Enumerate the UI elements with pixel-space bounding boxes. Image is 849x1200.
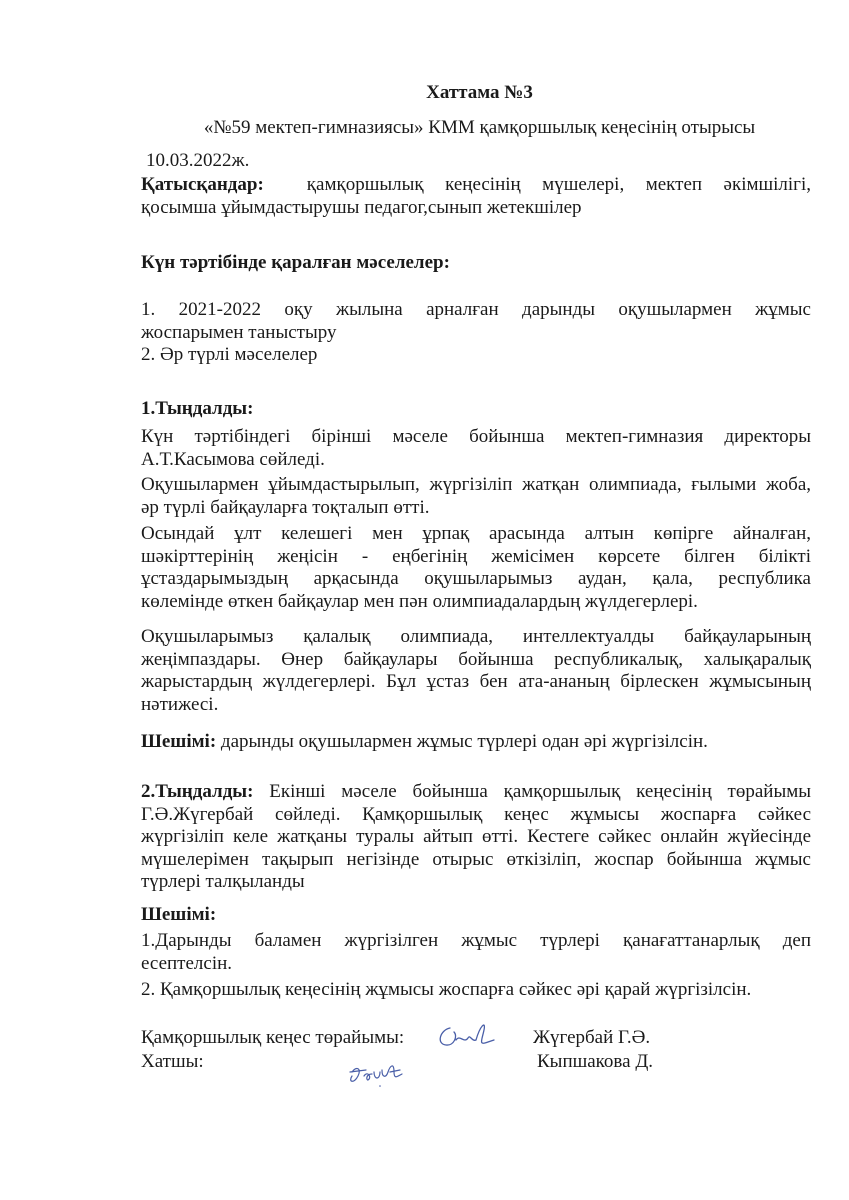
section-1-paragraph-2 [141, 474, 811, 519]
s1-decision-label: Шешімі: [141, 731, 217, 752]
s1-p4-line-1: Оқушыларымыз қалалық олимпиада, интеллектуалды байқауларының [141, 626, 811, 647]
section-1-heading-text: 1.Тыңдалды: [141, 398, 254, 419]
section-1-heading [141, 398, 811, 421]
chair-label: Қамқоршылық кеңес төрайымы: [141, 1027, 405, 1048]
s2-line-1-text: Екінші мәселе бойынша қамқоршылық кеңесінің төрайымы [253, 781, 811, 802]
s2-line-3: жүргізіліп келе жатқаны туралы айтып өтті. Кестеге сәйкес онлайн жүйесінде [141, 826, 811, 847]
agenda-item-1-line-1: 1. 2021-2022 оқу жылына арналған дарынды оқушылармен жұмыс [141, 299, 811, 320]
agenda-list [141, 299, 811, 367]
s2-line-2: Г.Ә.Жүгербай сөйледі. Қамқоршылық кеңес жұмысы жоспарға сәйкес [141, 803, 811, 825]
participants-label: Қатысқандар: [141, 174, 264, 195]
section-1-paragraph-3 [141, 523, 811, 613]
agenda-heading-text: Күн тәртібінде қаралған мәселелер: [141, 252, 450, 273]
s1-p2-line-1: Оқушылармен ұйымдастырылып, жүргізіліп жатқан олимпиада, ғылыми жоба, [141, 474, 811, 495]
section-1-paragraph-1 [141, 426, 811, 471]
secretary-name: Кыпшакова Д. [537, 1051, 654, 1072]
agenda-heading [141, 252, 811, 275]
document-title: Хаттама №3 [426, 82, 533, 103]
section-2-heading: 2.Тыңдалды: [141, 781, 254, 802]
s1-p4-line-4: нәтижесі. [141, 693, 219, 715]
meeting-date: 10.03.2022ж. [146, 150, 250, 171]
s1-p2-line-2: әр түрлі байқауларға тоқталып өтті. [141, 496, 430, 518]
s1-p4-line-2: жеңімпаздары. Өнер байқаулары бойынша республикалық, халықаралық [141, 648, 811, 670]
section-2-paragraph [141, 781, 811, 894]
participants-line-2: қосымша ұйымдастырушы педагог,сынып жетекшілер [141, 196, 582, 218]
s2-line-4: мүшелерімен тақырып негізінде отырыс өткізіліп, жоспар бойынша жұмыс [141, 848, 811, 870]
agenda-item-2: 2. Әр түрлі мәселелер [141, 344, 318, 365]
section-2-decision-label [141, 904, 811, 927]
participants-line-1 [141, 174, 811, 197]
section-2-decisions [141, 930, 811, 1002]
s1-p1-line-1: Күн тәртібіндегі бірінші мәселе бойынша мектеп-гимназия директоры [141, 426, 811, 447]
s1-decision-text: дарынды оқушылармен жұмыс түрлері одан әрі жүргізілсін. [216, 731, 708, 752]
participants-block [141, 174, 811, 219]
secretary-label: Хатшы: [141, 1051, 204, 1072]
s1-p3-line-2: шәкірттерінің жеңісін - еңбегінің жемісімен көрсете білген білікті [141, 545, 811, 567]
section-1-decision [141, 731, 811, 754]
s1-p3-line-1: Осындай ұлт келешегі мен ұрпақ арасында алтын көпірге айналған, [141, 523, 811, 544]
chair-signature [432, 1018, 502, 1054]
s2-decision-1-line-2: есептелсін. [141, 952, 233, 974]
s1-p4-line-3: жарыстардың жүлдегерлері. Бұл ұстаз бен ата-ананың бірлескен жұмысының [141, 671, 811, 692]
participants-text-1: қамқоршылық кеңесінің мүшелері, мектеп әкімшілігі, [306, 174, 811, 195]
s2-line-1 [141, 781, 811, 804]
s2-decision-2: 2. Қамқоршылық кеңесінің жұмысы жоспарға сәйкес әрі қарай жүргізілсін. [141, 979, 752, 1000]
s1-p3-line-3: ұстаздарымыздың арқасында оқушыларымыз аудан, қала, республика [141, 568, 811, 589]
section-1-paragraph-4 [141, 626, 811, 716]
secretary-signature [344, 1058, 414, 1090]
agenda-item-1-line-2: жоспарымен таныстыру [141, 321, 337, 343]
document-subtitle: «№59 мектеп-гимназиясы» КММ қамқоршылық кеңесінің отырысы [203, 117, 756, 138]
s2-decision-label-text: Шешімі: [141, 904, 217, 925]
s2-line-5: түрлері талқыланды [141, 871, 305, 892]
s1-p3-line-4: көлемінде өткен байқаулар мен пән олимпиадалардың жүлдегерлері. [141, 590, 698, 612]
chair-name: Жүгербай Г.Ә. [533, 1027, 651, 1048]
s1-p1-line-2: А.Т.Касымова сөйледі. [141, 448, 325, 470]
s2-decision-1-line-1: 1.Дарынды баламен жүргізілген жұмыс түрлері қанағаттанарлық деп [141, 930, 811, 951]
